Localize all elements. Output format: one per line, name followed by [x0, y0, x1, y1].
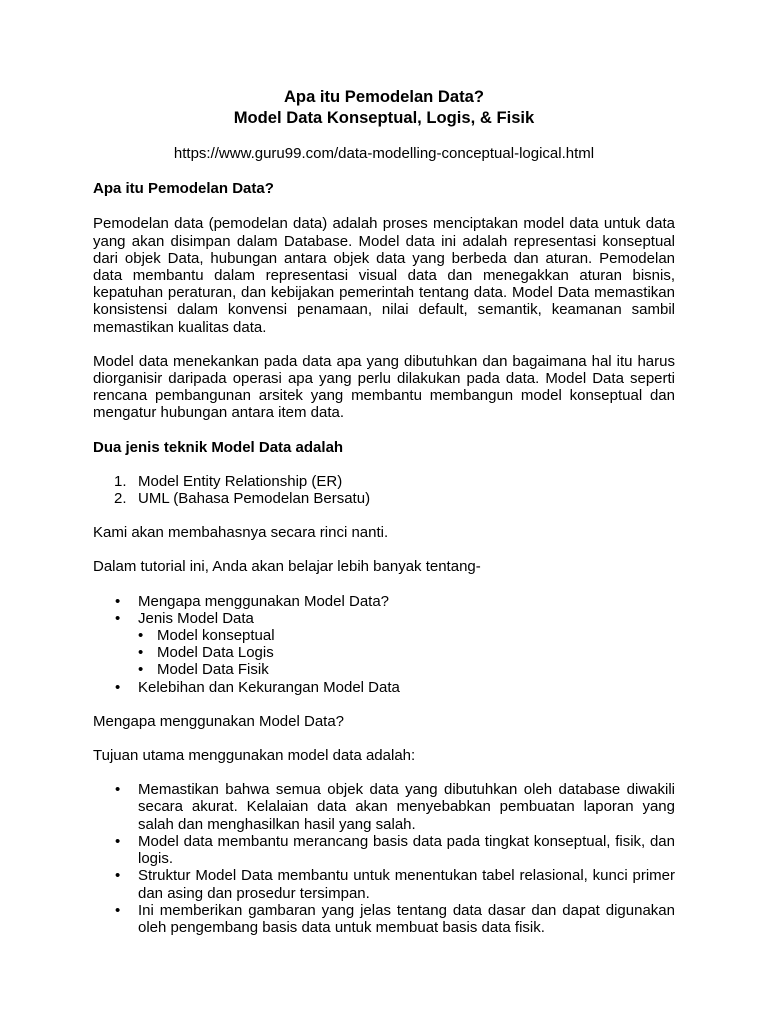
sublist-item	[138, 627, 675, 644]
list-item-text: Kelebihan dan Kekurangan Model Data	[138, 678, 400, 696]
paragraph-definition: Pemodelan data (pemodelan data) adalah proses menciptakan model data untuk data yang akan disimpan dalam Database. Model data ini adalah representasi konseptual dari objek Data, hubungan antara objek data yang berbeda dan aturan. Pemodelan data membantu dalam representasi visual data dan menegakkan aturan bisnis, kepatuhan peraturan, dan kebijakan pemerintah tentang data. Model Data memastikan konsistensi dalam konvensi penamaan, nilai default, semantik, keamanan sambil memastikan kualitas data.	[93, 215, 675, 336]
list-item-text: Model Entity Relationship (ER)	[138, 472, 343, 490]
list-item-text: Model data membantu merancang basis data pada tingkat konseptual, fisik, dan logis.	[138, 832, 675, 868]
list-item-text: Memastikan bahwa semua objek data yang dibutuhkan oleh database diwakili secara akurat. Kelalaian data akan menyebabkan pembuatan laporan yang salah dan menghasilkan hasil yang salah.	[138, 781, 675, 833]
list-item	[115, 867, 675, 901]
sublist-item	[138, 644, 675, 661]
list-item	[115, 781, 675, 833]
techniques-list	[93, 473, 675, 507]
sublist-item	[138, 661, 675, 678]
list-item-text: Mengapa menggunakan Model Data?	[138, 592, 390, 610]
list-number: 2.	[114, 490, 127, 508]
bullet-icon: •	[115, 609, 121, 627]
bullet-icon: •	[115, 832, 121, 850]
list-item	[114, 473, 675, 490]
sublist-item-text: Model Data Fisik	[157, 661, 269, 679]
list-item	[115, 902, 675, 936]
sublist-item-text: Model Data Logis	[157, 644, 274, 662]
document-title	[93, 86, 675, 128]
list-item	[115, 593, 675, 610]
bullet-icon: •	[138, 661, 144, 679]
bullet-icon: •	[115, 867, 121, 885]
list-item	[115, 679, 675, 696]
list-item-text: Ini memberikan gambaran yang jelas tentang data dasar dan dapat digunakan oleh pengembang basis data untuk membuat basis data fisik.	[138, 901, 675, 936]
list-item-text: UML (Bahasa Pemodelan Bersatu)	[138, 490, 371, 508]
bullet-icon: •	[115, 592, 121, 610]
model-types-sublist	[115, 627, 675, 679]
bullet-icon: •	[115, 678, 121, 696]
list-item	[114, 490, 675, 507]
title-line-1: Apa itu Pemodelan Data?	[283, 87, 485, 106]
goals-list	[93, 781, 675, 936]
title-line-2: Model Data Konseptual, Logis, & Fisik	[233, 108, 535, 127]
paragraph-later: Kami akan membahasnya secara rinci nanti.	[93, 524, 389, 542]
list-item-text: Jenis Model Data	[138, 609, 254, 627]
paragraph-emphasis: Model data menekankan pada data apa yang dibutuhkan dan bagaimana hal itu harus diorganisir daripada operasi apa yang perlu dilakukan pada data. Model Data seperti rencana pembangunan arsitek yang membantu membangun model konseptual dan mengatur hubungan antara item data.	[93, 352, 675, 422]
topics-list	[93, 593, 675, 696]
bullet-icon: •	[115, 781, 121, 799]
list-number: 1.	[114, 472, 127, 490]
sublist-item-text: Model konseptual	[157, 627, 275, 645]
bullet-icon: •	[138, 644, 144, 662]
paragraph-goals-intro: Tujuan utama menggunakan model data adalah:	[93, 747, 416, 765]
paragraph-why-heading: Mengapa menggunakan Model Data?	[93, 712, 345, 730]
list-item	[115, 833, 675, 867]
bullet-icon: •	[138, 627, 144, 645]
list-item-text: Struktur Model Data membantu untuk menentukan tabel relasional, kunci primer dan asing dan prosedur tersimpan.	[138, 867, 675, 902]
bullet-icon: •	[115, 901, 121, 919]
source-url: https://www.guru99.com/data-modelling-conceptual-logical.html	[173, 145, 595, 162]
section-heading-what-is: Apa itu Pemodelan Data?	[93, 180, 274, 198]
section-heading-techniques: Dua jenis teknik Model Data adalah	[93, 438, 344, 456]
list-item	[115, 610, 675, 679]
paragraph-tutorial: Dalam tutorial ini, Anda akan belajar lebih banyak tentang-	[93, 558, 481, 576]
